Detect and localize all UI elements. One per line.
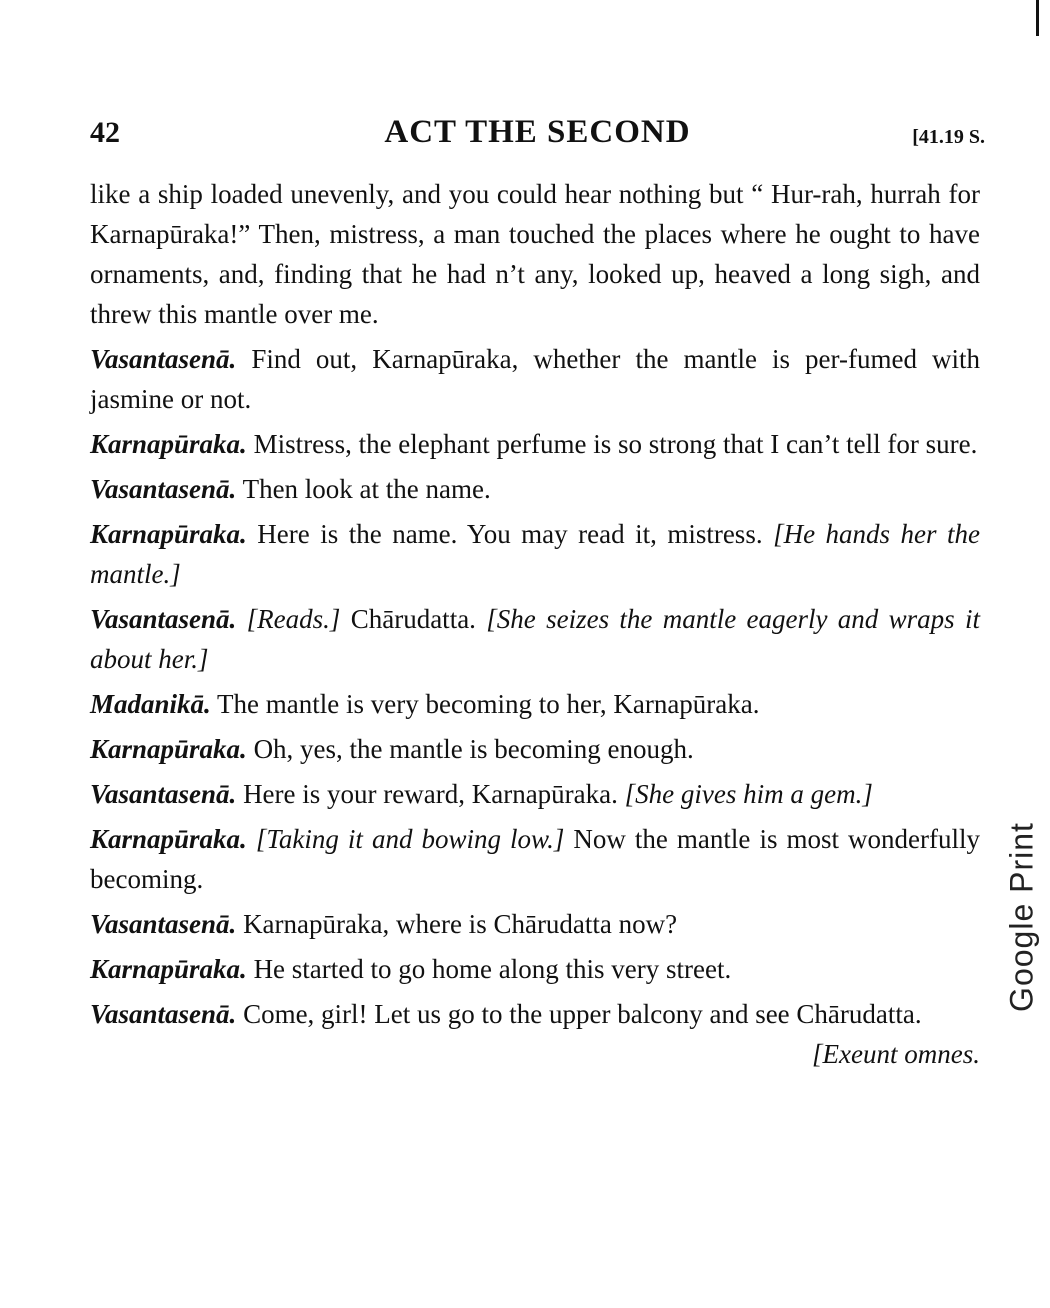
- speaker-name: Karnapūraka.: [90, 429, 247, 459]
- running-header: [90, 112, 985, 156]
- speech-text: Oh, yes, the mantle is becoming enough.: [253, 734, 694, 764]
- speech-text: Here is your reward, Karnapūraka.: [243, 779, 618, 809]
- dialogue-line: [90, 819, 980, 899]
- speaker-name: Vasantasenā.: [90, 999, 237, 1029]
- speech-text: Find out, Karnapūraka, whether the mantle is per-fumed with jasmine or not.: [90, 344, 980, 414]
- speaker-name: Madanikā.: [90, 689, 211, 719]
- dialogue-line: [90, 684, 980, 724]
- speech-text: Then look at the name.: [242, 474, 491, 504]
- dialogue-line: [90, 904, 980, 944]
- page-number: 42: [90, 116, 120, 149]
- speech-text: Here is the name. You may read it, mistress.: [257, 519, 763, 549]
- speaker-name: Karnapūraka.: [90, 824, 247, 854]
- speaker-name: Karnapūraka.: [90, 954, 247, 984]
- stage-direction: [She gives him a gem.]: [624, 779, 873, 809]
- dialogue-line: [90, 994, 980, 1069]
- speech-text: The mantle is very becoming to her, Karnapūraka.: [217, 689, 760, 719]
- speaker-name: Vasantasenā.: [90, 604, 237, 634]
- exit-direction: [Exeunt omnes.: [812, 1039, 980, 1069]
- dialogue-line: [90, 599, 980, 679]
- page-title: ACT THE SECOND: [384, 114, 691, 150]
- speech-text: Come, girl! Let us go to the upper balcony and see Chārudatta.: [243, 999, 922, 1029]
- dialogue-line: [90, 424, 980, 464]
- stage-direction: [He hands her the mantle.]: [90, 519, 980, 589]
- speaker-name: Vasantasenā.: [90, 344, 237, 374]
- speech-text: Chārudatta.: [350, 604, 476, 634]
- stage-direction: [Reads.]: [246, 604, 341, 634]
- speaker-name: Vasantasenā.: [90, 474, 237, 504]
- paragraph-text: like a ship loaded unevenly, and you could hear nothing but “ Hur-rah, hurrah for Karnapūraka!” Then, mistress, a man touched the places where he ought to have ornaments, and, finding that he had n’t any, looked up, heaved a long sigh, and threw this mantle over me.: [90, 179, 980, 329]
- speaker-name: Vasantasenā.: [90, 779, 237, 809]
- speaker-name: Karnapūraka.: [90, 734, 247, 764]
- dialogue-line: [90, 949, 980, 989]
- dialogue-line: [90, 774, 980, 814]
- speech-text: Karnapūraka, where is Chārudatta now?: [243, 909, 678, 939]
- stage-direction: [Taking it and bowing low.]: [255, 824, 565, 854]
- speaker-name: Karnapūraka.: [90, 519, 247, 549]
- speaker-name: Vasantasenā.: [90, 909, 237, 939]
- speech-text: Now the mantle is most wonderfully becoming.: [90, 824, 981, 894]
- speech-text: Mistress, the elephant perfume is so strong that I can’t tell for sure.: [253, 429, 978, 459]
- speech-text: He started to go home along this very street.: [253, 954, 732, 984]
- watermark-text: Google Print: [1003, 822, 1040, 1012]
- dialogue-line: [90, 469, 980, 509]
- stage-direction: [She seizes the mantle eagerly and wraps it about her.]: [90, 604, 980, 674]
- dialogue-line: [90, 729, 980, 769]
- dialogue-line: [90, 514, 980, 594]
- google-print-watermark: [1000, 817, 1044, 1017]
- page-text: [90, 174, 980, 1074]
- page-reference: [41.19 S.: [912, 126, 985, 148]
- paragraph: [90, 174, 980, 334]
- dialogue-line: [90, 339, 980, 419]
- scan-edge-mark: [1036, 0, 1039, 36]
